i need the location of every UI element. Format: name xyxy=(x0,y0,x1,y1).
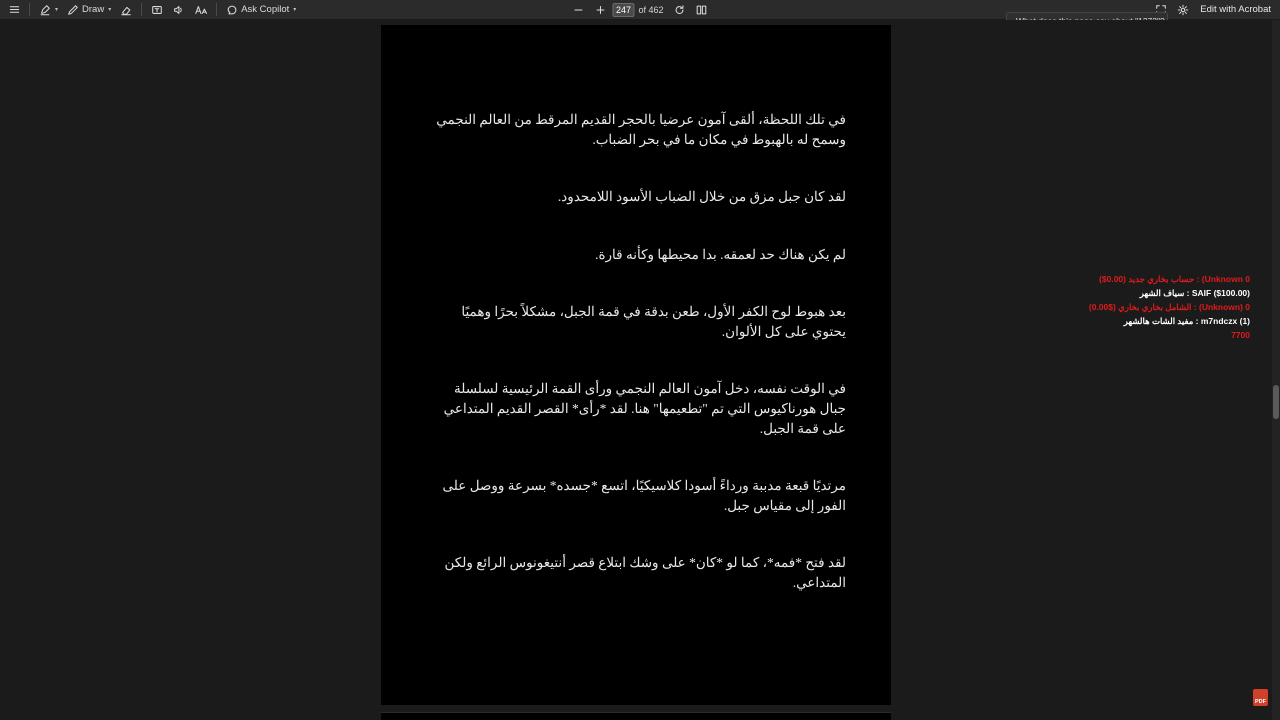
toolbar-divider-3 xyxy=(216,3,217,16)
pdf-page-next[interactable] xyxy=(381,712,891,720)
highlighter-icon[interactable] xyxy=(35,1,62,19)
page-number-input[interactable]: 247 xyxy=(612,3,634,17)
overlay-line: 0 Unknown) : حساب بخاري جديد (0.00$) xyxy=(1099,274,1250,284)
paragraph: في الوقت نفسه، دخل آمون العالم النجمي ورأى القمة الرئيسية لسلسلة جبال هورناكيوس التي تم "تطعيمها" هنا. لقد *رأى* القصر القديم المتداعي على قمة الجبل. xyxy=(443,381,846,436)
edit-with-acrobat-button[interactable]: Edit with Acrobat xyxy=(1200,4,1271,15)
paragraph: لقد كان جبل مزق من خلال الضباب الأسود اللامحدود. xyxy=(557,189,846,205)
draw-label: Draw xyxy=(82,3,105,15)
ask-copilot-button[interactable] xyxy=(222,1,300,19)
vertical-scrollbar[interactable] xyxy=(1272,20,1280,720)
paragraph: في تلك اللحظة، ألقى آمون عرضيا بالحجر القديم المرقط من العالم النجمي وسمح له بالهبوط في مكان ما في بحر الضباب. xyxy=(436,112,846,147)
hamburger-menu-icon[interactable] xyxy=(5,1,24,19)
ask-copilot-label: Ask Copilot xyxy=(241,3,290,15)
page-layout-icon[interactable] xyxy=(692,1,712,19)
toolbar-page-controls xyxy=(568,1,711,19)
paragraph: لم يكن هناك حد لعمقه. بدا محيطها وكأنه قارة. xyxy=(595,246,846,262)
paragraph: مرتديًا قبعة مدببة ورداءً أسودا كلاسيكيًا، اتسع *جسده* بسرعة ووصل على الفور إلى مقياس جبل. xyxy=(442,478,846,513)
read-aloud-icon[interactable] xyxy=(168,1,189,19)
draw-button[interactable] xyxy=(63,1,115,19)
gear-icon[interactable] xyxy=(1173,1,1193,19)
toolbar-right-group xyxy=(1151,1,1276,19)
highlighter-caret-icon[interactable]: ▾ xyxy=(55,6,59,13)
overlay-line: SAIF ($100.00) : سياف الشهر xyxy=(1139,288,1250,299)
text-box-icon[interactable] xyxy=(147,1,167,19)
pdf-page-current[interactable] xyxy=(381,25,891,705)
paragraph: بعد هبوط لوح الكفر الأول، طعن بدقة في قمة الجبل، مشكلاً بحرًا وهميًا يحتوي على كل الألوان. xyxy=(461,304,846,339)
toolbar-divider xyxy=(29,3,30,16)
ask-copilot-caret-icon[interactable]: ▾ xyxy=(293,6,297,13)
overlay-line: m7ndczx (1) : مفيد الشات هالشهر xyxy=(1123,316,1250,327)
paragraph: لقد فتح *فمه*، كما لو *كان* على وشك ابتلاع قصر أنتيغونوس الرائع ولكن المتداعي. xyxy=(444,555,846,590)
pdf-file-badge[interactable]: PDF xyxy=(1253,689,1268,706)
toolbar-divider-2 xyxy=(141,3,142,16)
page-text-content xyxy=(381,25,891,592)
zoom-in-icon[interactable] xyxy=(590,1,610,19)
text-size-icon[interactable] xyxy=(190,1,211,19)
stream-overlay-text xyxy=(1068,272,1250,342)
zoom-out-icon[interactable] xyxy=(568,1,588,19)
overlay-line: 7700 xyxy=(1231,330,1250,341)
rotate-icon[interactable] xyxy=(670,1,690,19)
toolbar-left-group xyxy=(0,1,300,19)
page-total-label: of 462 xyxy=(638,4,664,15)
document-viewport[interactable] xyxy=(0,20,1280,720)
overlay-line: 0 (Unknown) : الشامل بخاري بخاري ($0.00) xyxy=(1088,302,1250,313)
scrollbar-thumb[interactable] xyxy=(1273,385,1279,419)
draw-caret-icon[interactable]: ▾ xyxy=(108,6,112,13)
eraser-icon[interactable] xyxy=(116,1,136,19)
